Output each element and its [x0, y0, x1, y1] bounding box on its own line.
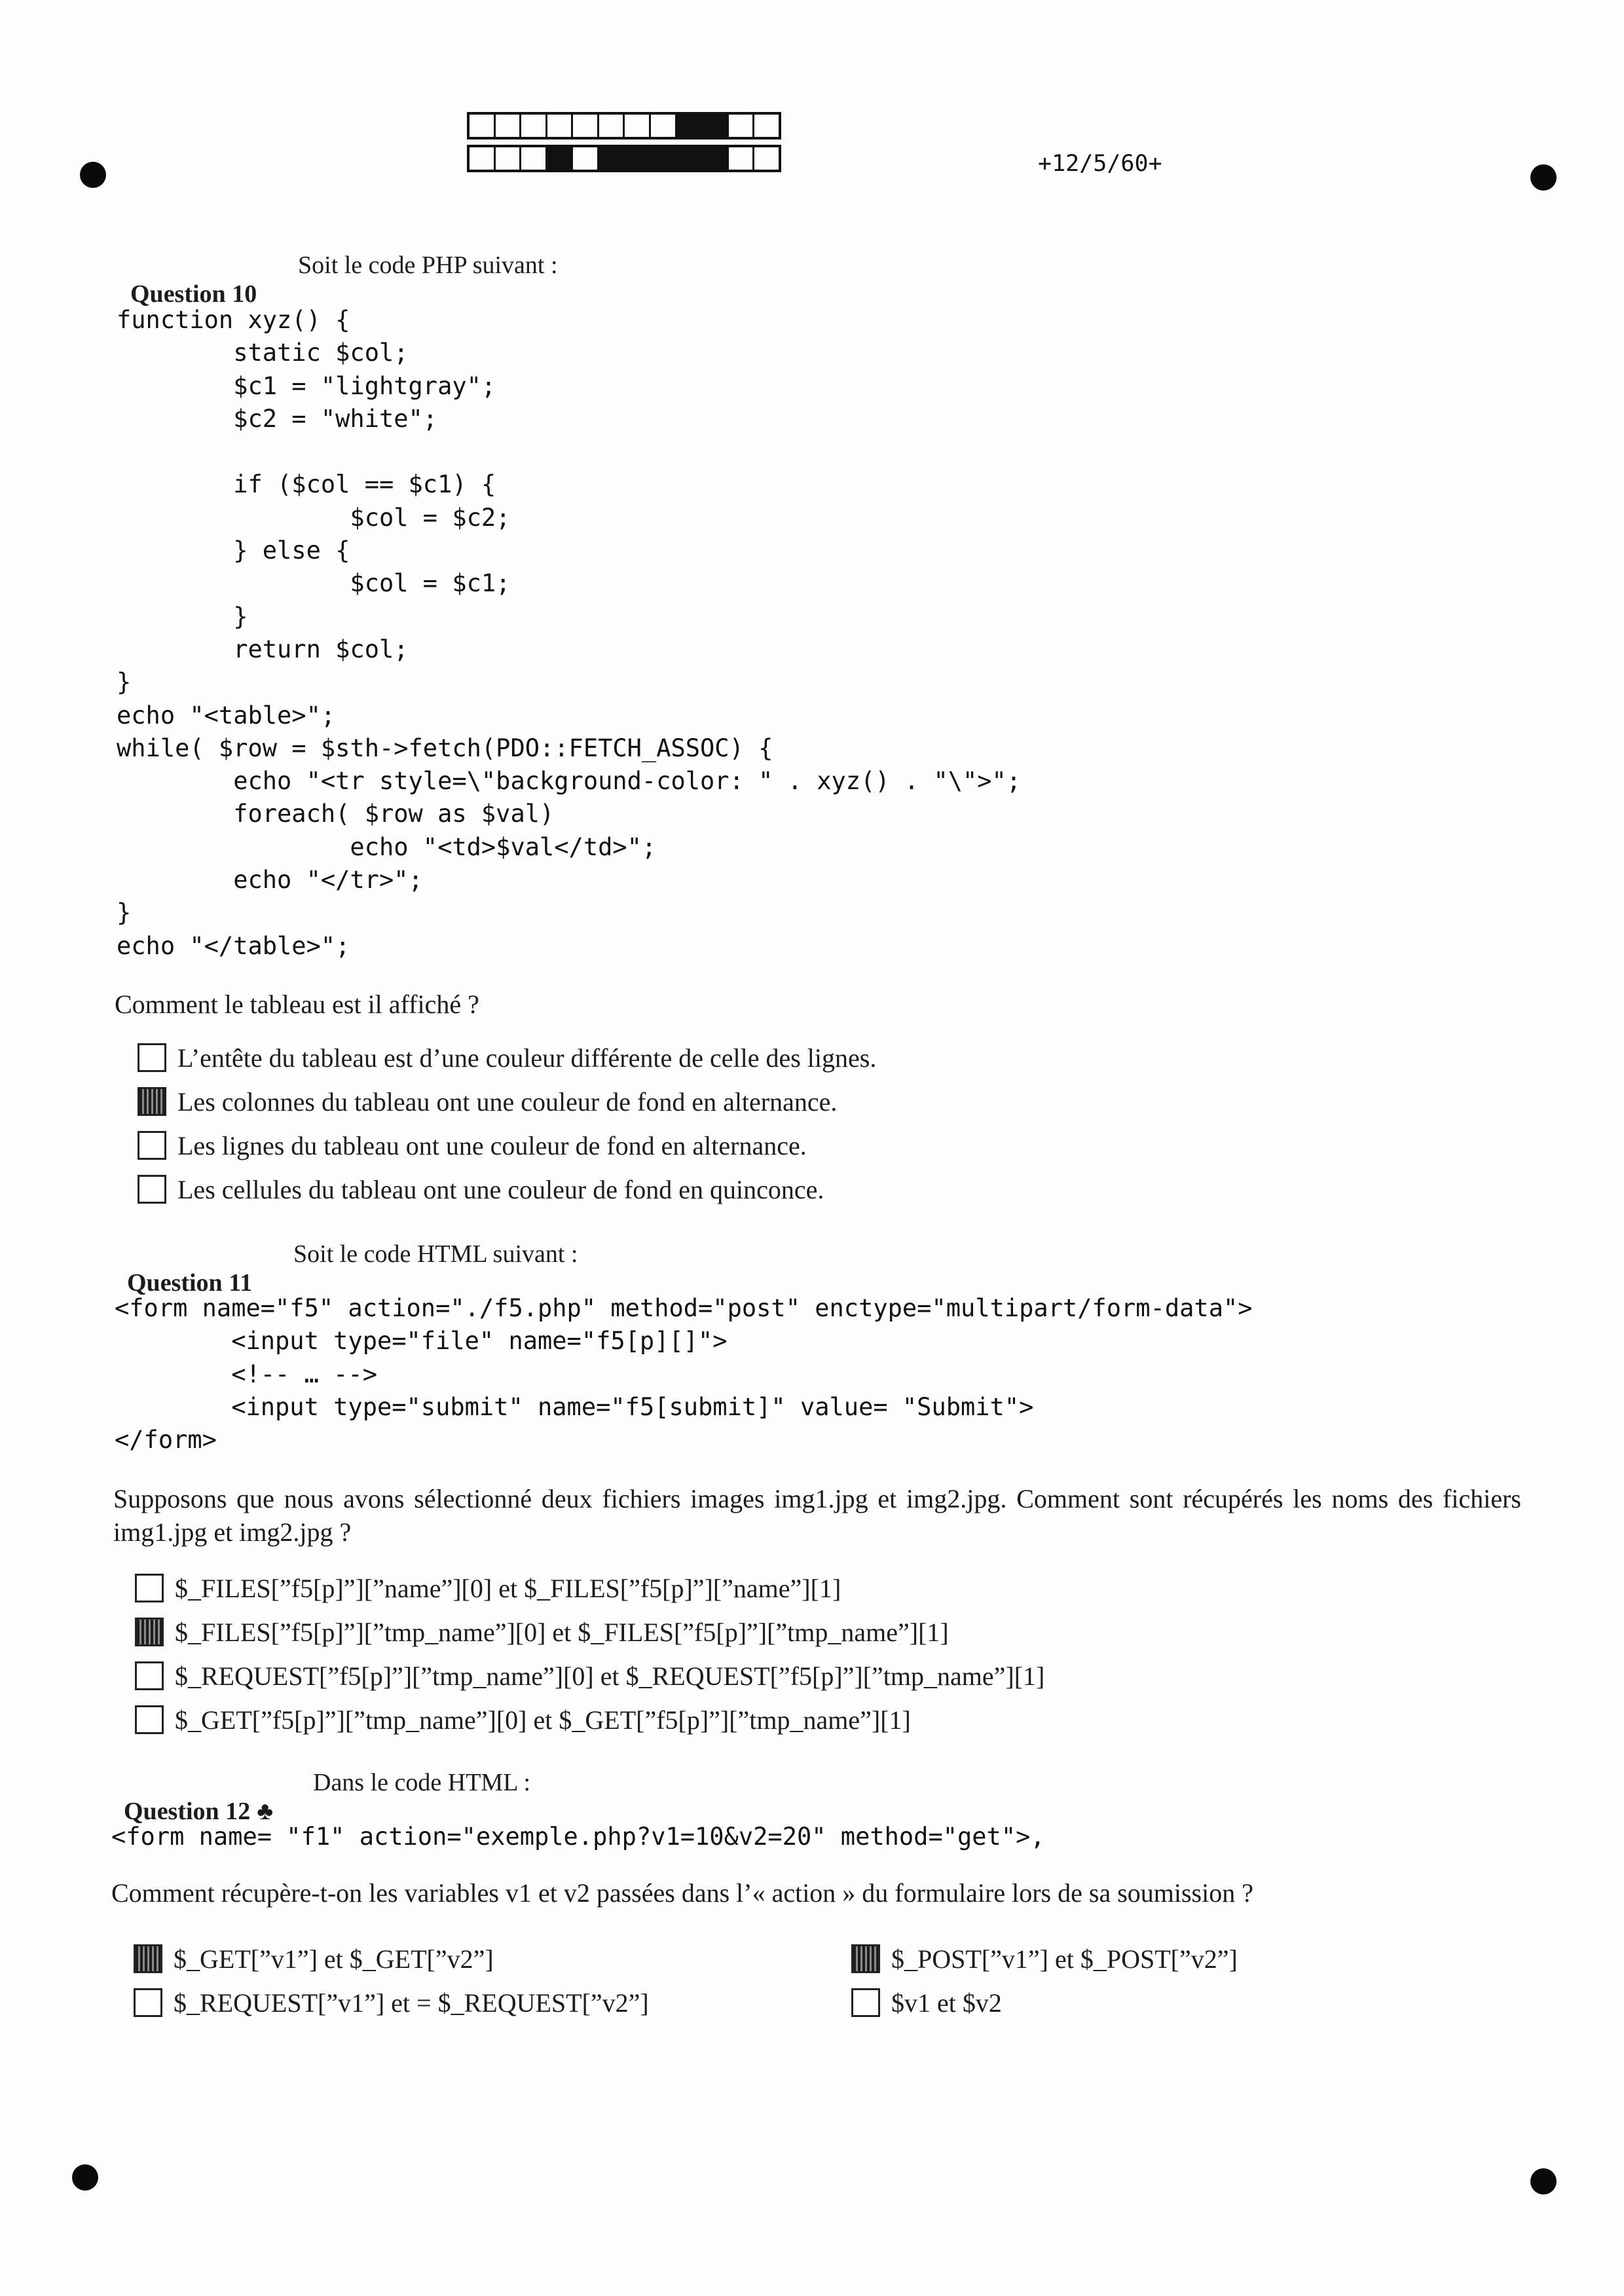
q11-option-4[interactable]: [135, 1703, 911, 1736]
q11-question: Supposons que nous avons sélectionné deux fichiers images img1.jpg et img2.jpg. Comment sont récupérés les noms des fichiers img1.jpg et img2.jpg ?: [113, 1484, 1521, 1547]
page-code-grid-bottom: [467, 145, 781, 172]
checkbox[interactable]: [851, 1988, 880, 2017]
q11-intro: Soit le code HTML suivant :: [293, 1240, 578, 1268]
q12-intro: Dans le code HTML :: [313, 1769, 531, 1796]
option-label: $_REQUEST[”v1”] et = $_REQUEST[”v2”]: [174, 1988, 649, 2018]
checkbox[interactable]: [134, 1988, 162, 2017]
q12-option-4[interactable]: [851, 1986, 1002, 2019]
checkbox[interactable]: [135, 1574, 164, 1602]
q10-option-2[interactable]: [138, 1085, 837, 1118]
checkbox[interactable]: [138, 1043, 166, 1072]
q11-option-2[interactable]: [135, 1616, 949, 1648]
registration-mark-bottom-right: [1530, 2168, 1557, 2194]
checkbox-checked[interactable]: [851, 1944, 880, 1973]
checkbox-checked[interactable]: [134, 1944, 162, 1973]
checkbox-checked[interactable]: [138, 1087, 166, 1116]
q11-option-3[interactable]: [135, 1659, 1044, 1692]
q12-question: Comment récupère-t-on les variables v1 et v2 passées dans l’« action » du formulaire lors de sa soumission ?: [111, 1878, 1253, 1908]
q12-html-code: <form name= "f1" action="exemple.php?v1=10&v2=20" method="get">,: [111, 1823, 1045, 1851]
q10-intro: Soit le code PHP suivant :: [298, 251, 558, 279]
q12-title: Question 12: [124, 1798, 251, 1825]
q10-title: Question 10: [130, 280, 257, 308]
option-label: Les colonnes du tableau ont une couleur de fond en alternance.: [177, 1086, 838, 1117]
option-label: Les cellules du tableau ont une couleur de fond en quinconce.: [177, 1174, 824, 1204]
option-label: Les lignes du tableau ont une couleur de fond en alternance.: [177, 1130, 807, 1160]
q10-question: Comment le tableau est il affiché ?: [115, 990, 479, 1019]
registration-mark-top-left: [80, 162, 106, 188]
option-label: $_GET[”v1”] et $_GET[”v2”]: [174, 1944, 494, 1974]
checkbox[interactable]: [135, 1705, 164, 1734]
q12-option-2[interactable]: [851, 1942, 1238, 1975]
q11-title: Question 11: [127, 1269, 253, 1297]
page-id-code: +12/5/60+: [1038, 151, 1162, 177]
q11-option-1[interactable]: [135, 1572, 841, 1604]
registration-mark-top-right: [1530, 164, 1557, 191]
q12-option-1[interactable]: [134, 1942, 494, 1975]
registration-mark-bottom-left: [72, 2164, 98, 2191]
q11-html-code: <form name="f5" action="./f5.php" method="post" enctype="multipart/form-data"> <input type="file" name="f5[p][]"> <!-- … --> <input type="submit" name="f5[submit]" value= "Submit"> </form>: [115, 1294, 1253, 1454]
option-label: $_POST[”v1”] et $_POST[”v2”]: [891, 1944, 1238, 1974]
q12-option-3[interactable]: [134, 1986, 649, 2019]
checkbox[interactable]: [135, 1661, 164, 1690]
q10-php-code: function xyz() { static $col; $c1 = "lightgray"; $c2 = "white"; if ($col == $c1) { $col = $c2; } else { $col = $c1; } return $col; } echo "<table>"; while( $row = $sth->fetch(PDO::FETCH_ASSOC) { echo "<tr style=\"background-color: " . xyz() . "\">"; foreach( $row as $val) echo "<td>$val</td>"; echo "</tr>"; } echo "</table>";: [117, 306, 1022, 960]
q10-option-3[interactable]: [138, 1129, 807, 1162]
option-label: $_GET[”f5[p]”][”tmp_name”][0] et $_GET[”f5[p]”][”tmp_name”][1]: [175, 1705, 911, 1735]
option-label: $_REQUEST[”f5[p]”][”tmp_name”][0] et $_REQUEST[”f5[p]”][”tmp_name”][1]: [175, 1661, 1045, 1691]
option-label: $_FILES[”f5[p]”][”name”][0] et $_FILES[”f5[p]”][”name”][1]: [175, 1573, 841, 1603]
option-label: $_FILES[”f5[p]”][”tmp_name”][0] et $_FILES[”f5[p]”][”tmp_name”][1]: [175, 1617, 949, 1647]
checkbox[interactable]: [138, 1175, 166, 1204]
q10-option-1[interactable]: [138, 1041, 876, 1074]
option-label: $v1 et $v2: [891, 1988, 1002, 2018]
q10-option-4[interactable]: [138, 1173, 824, 1206]
page-code-grid-top: [467, 112, 781, 139]
club-icon: ♣: [257, 1798, 274, 1825]
option-label: L’entête du tableau est d’une couleur différente de celle des lignes.: [177, 1043, 877, 1073]
checkbox-checked[interactable]: [135, 1618, 164, 1646]
checkbox[interactable]: [138, 1131, 166, 1160]
